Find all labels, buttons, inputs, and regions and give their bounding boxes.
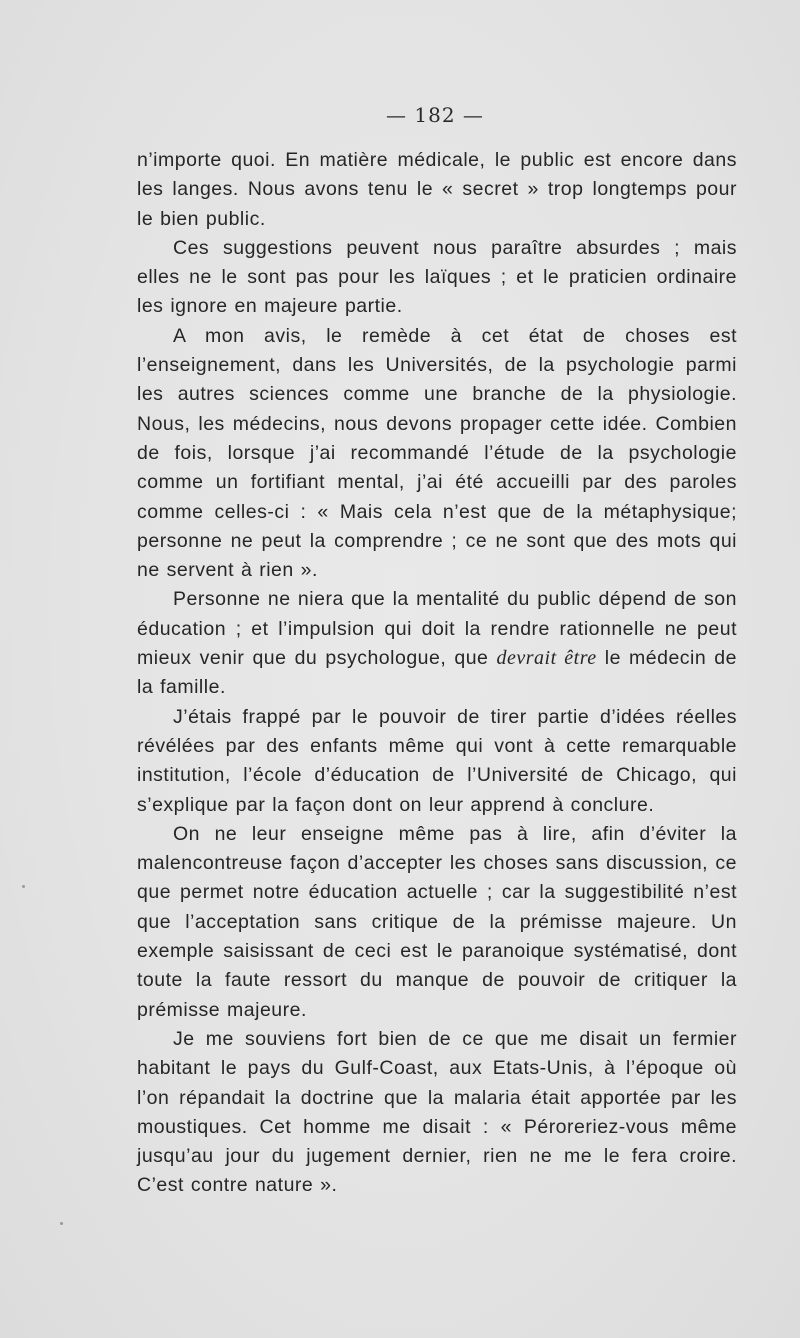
page-number: — 182 — <box>386 103 484 127</box>
paragraph-7: Je me souviens fort bien de ce que me disait un fermier habitant le pays du Gulf-Coast, aux Etats-Unis, à l’époque où l’on répandait la doctrine que la malaria était apportée par les moustiques. Cet homme me disait : « Péroreriez-vous même jusqu’au jour du jugement dernier, rien ne me le fera croire. C’est contre nature ». <box>137 1027 737 1197</box>
body-text <box>137 146 737 1201</box>
paragraph-4-start: Personne ne niera que la mentalité du public dépend de son éducation ; et l’impulsion qui doit la rendre rationnelle ne peut mieux venir que du psychologue, que <box>137 588 737 670</box>
paragraph-5: J’étais frappé par le pouvoir de tirer partie d’idées réelles révélées par des enfants même qui vont à cette remarquable institution, l’école d’éducation de l’Université de Chicago, qui s’explique par la façon dont on leur apprend à conclure. <box>137 705 737 816</box>
paragraph-2: Ces suggestions peuvent nous paraître absurdes ; mais elles ne le sont pas pour les laïques ; et le praticien ordinaire les ignore en majeure partie. <box>137 236 737 318</box>
paragraph-4-emphasis: devrait être <box>496 647 597 670</box>
paper-speck <box>60 1222 63 1225</box>
paper-speck <box>22 885 25 888</box>
paragraph-4-end: le médecin de la famille. <box>137 647 737 699</box>
paragraph-6: On ne leur enseigne même pas à lire, afin d’éviter la malencontreuse façon d’accepter les choses sans discussion, ce que permet notre éducation actuelle ; car la suggestibilité n’est que l’acceptation sans critique de la prémisse majeure. Un exemple saisissant de ceci est le paranoique systématisé, dont toute la faute ressort du manque de pouvoir de critiquer la prémisse majeure. <box>137 822 737 1021</box>
paragraph-4 <box>137 585 737 702</box>
paragraph-3: A mon avis, le remède à cet état de choses est l’enseignement, dans les Universités, de la psychologie parmi les autres sciences comme une branche de la physiologie. Nous, les médecins, nous devons propager cette idée. Combien de fois, lorsque j’ai recommandé l’étude de la psychologie comme un fortifiant mental, j’ai été accueilli par des paroles comme celles-ci : « Mais cela n’est que de la métaphysique; personne ne peut la comprendre ; ce ne sont que des mots qui ne servent à rien ». <box>137 324 737 582</box>
paragraph-1: n’importe quoi. En matière médicale, le public est encore dans les langes. Nous avons tenu le « secret » trop longtemps pour le bien public. <box>137 149 737 230</box>
